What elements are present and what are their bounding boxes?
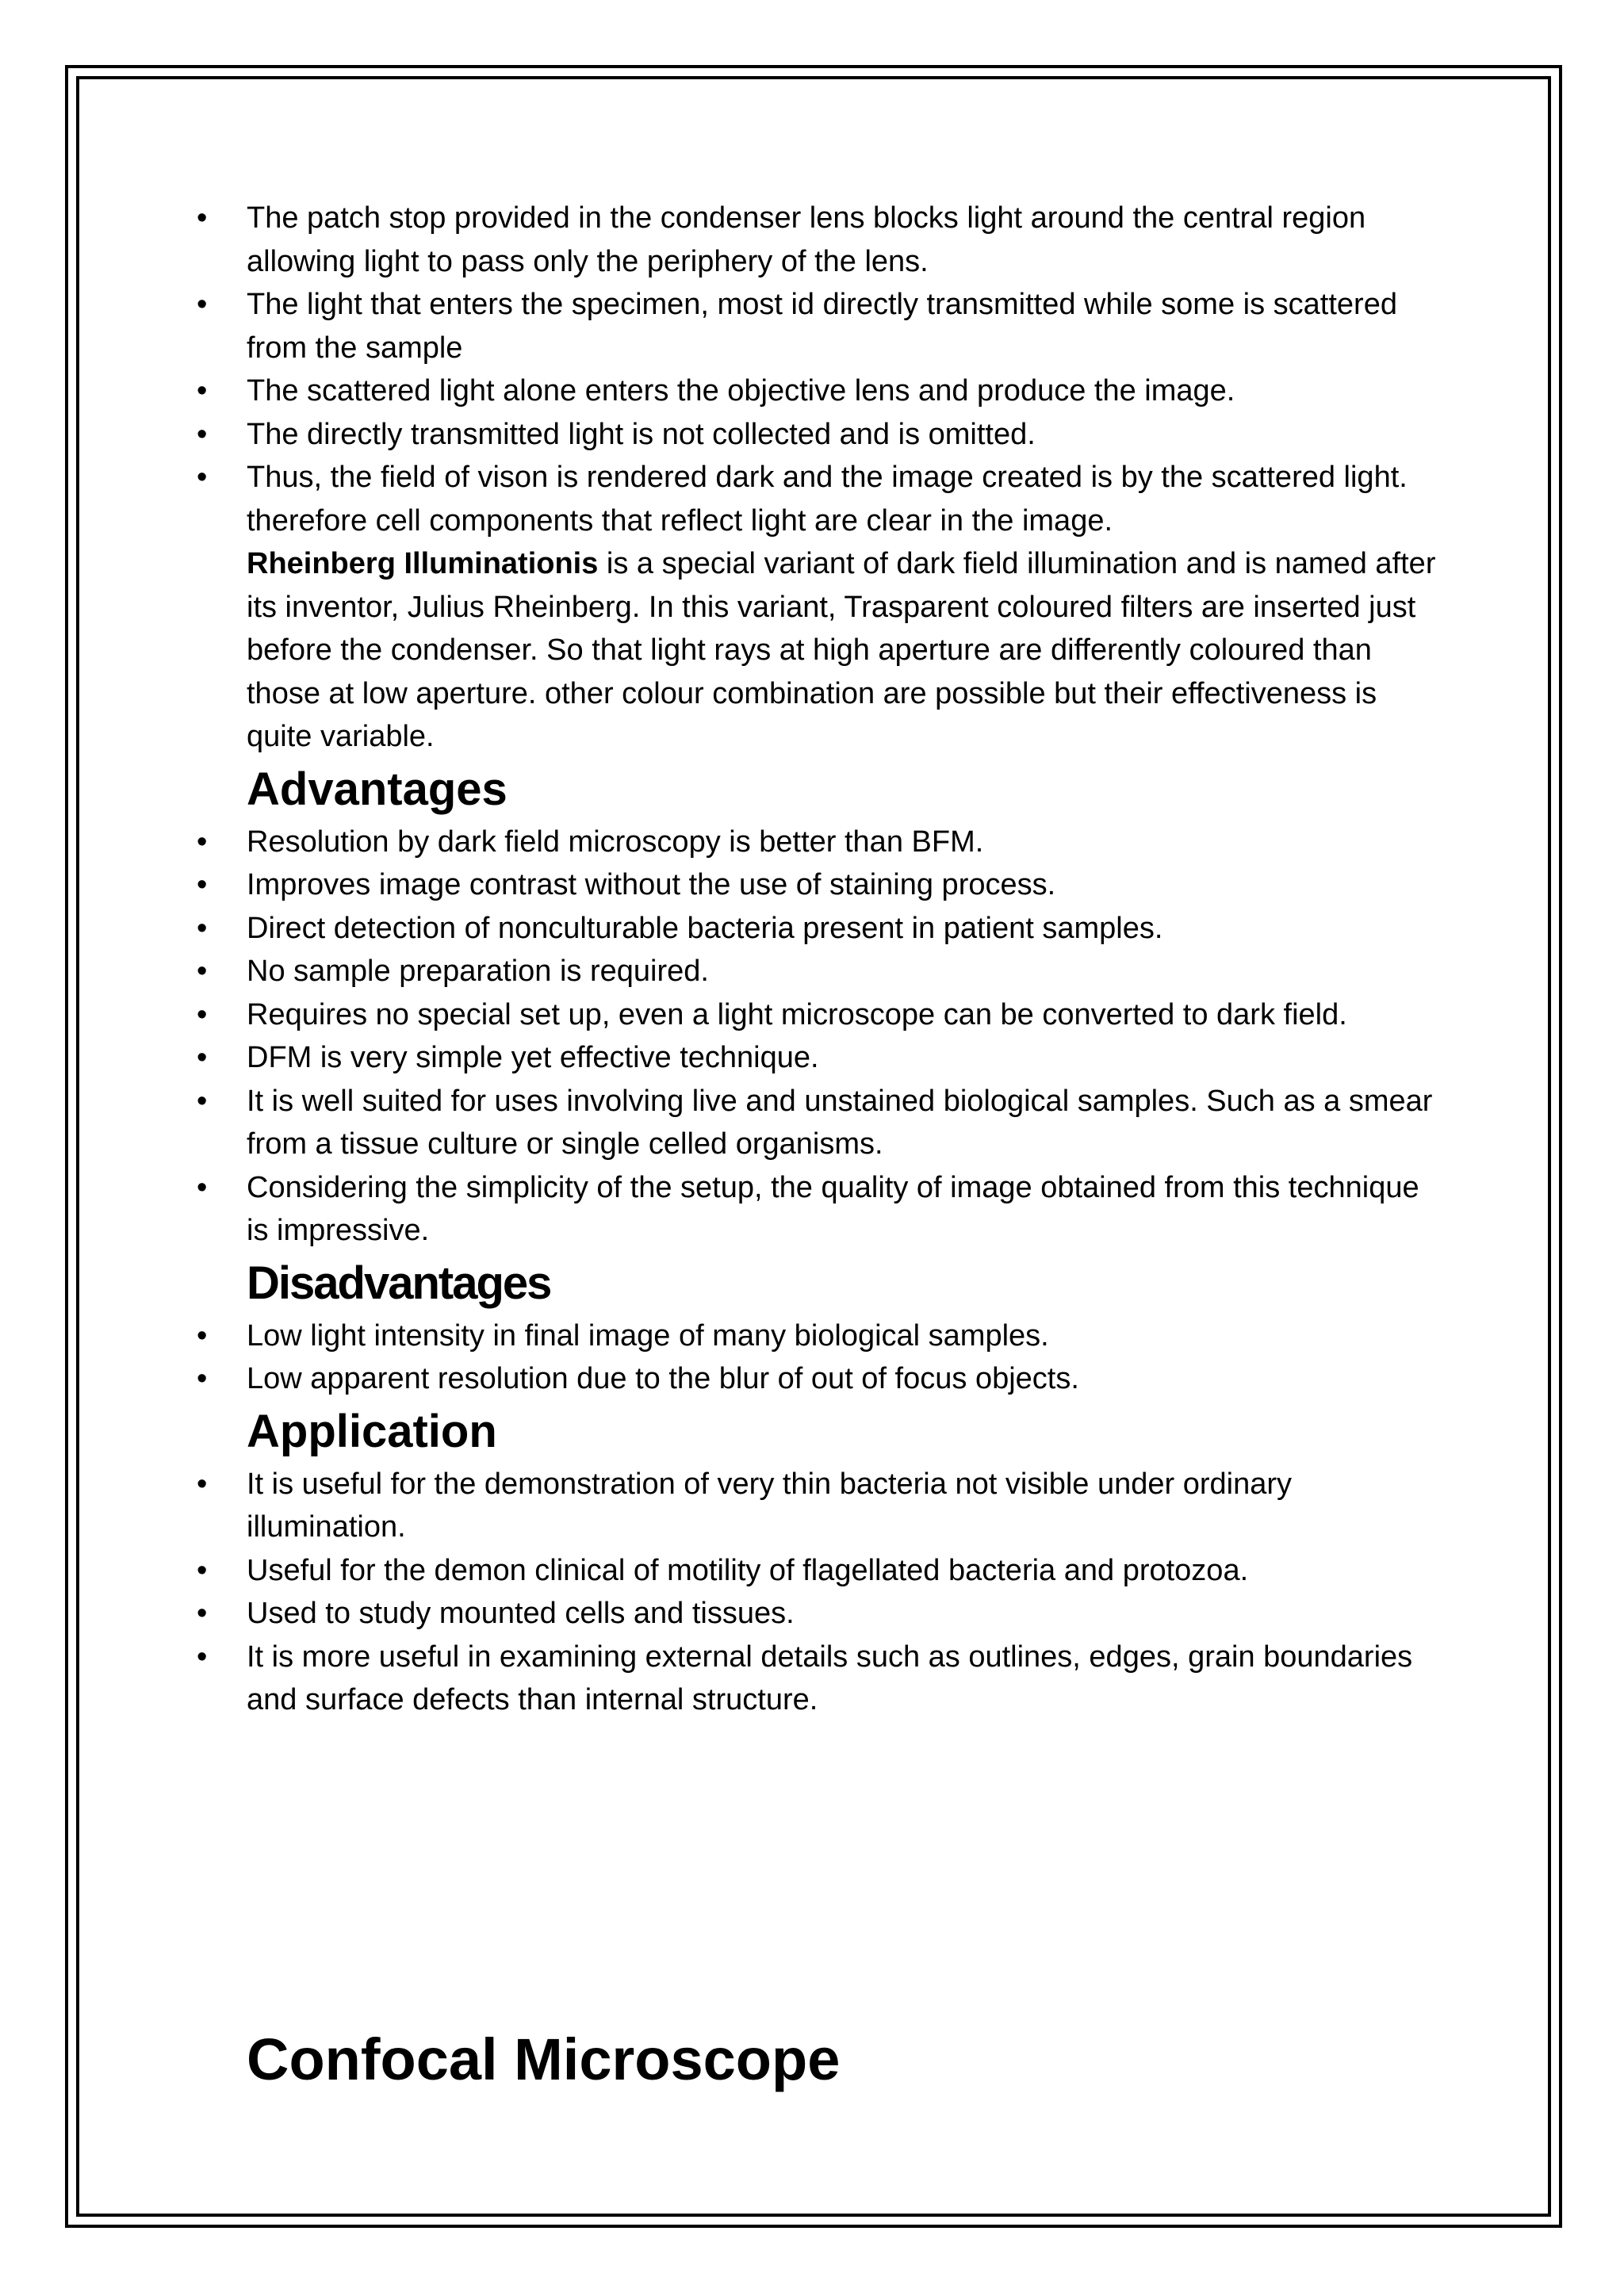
rheinberg-paragraph: [0, 542, 1436, 759]
bullet-icon: •: [197, 461, 208, 494]
list-item: • No sample preparation is required.: [0, 950, 1436, 993]
list-item: • It is more useful in examining external details such as outlines, edges, grain boundaries and surface defects than internal structure.: [0, 1636, 1436, 1722]
bullet-icon: •: [197, 997, 208, 1031]
list-item: • Direct detection of nonculturable bacteria present in patient samples.: [0, 907, 1436, 951]
advantages-list: [0, 821, 1624, 1253]
list-item: • Useful for the demon clinical of motility of flagellated bacteria and protozoa.: [0, 1549, 1436, 1593]
list-item: • Low apparent resolution due to the blur of out of focus objects.: [0, 1357, 1436, 1401]
list-item: • The patch stop provided in the condenser lens blocks light around the central region allowing light to pass only the periphery of the lens.: [0, 197, 1436, 283]
application-heading: Application: [247, 1405, 497, 1457]
rheinberg-term: Rheinberg Illuminationis: [247, 547, 599, 580]
list-item: • Thus, the field of vison is rendered dark and the image created is by the scattered light. therefore cell components that reflect light are clear in the image.: [0, 456, 1436, 542]
bullet-icon: •: [197, 201, 208, 235]
bullet-icon: •: [197, 911, 208, 945]
bullet-icon: •: [197, 1041, 208, 1074]
list-item: • Used to study mounted cells and tissues.: [0, 1592, 1436, 1636]
disadvantages-heading: Disadvantages: [247, 1257, 551, 1309]
bullet-icon: •: [197, 1553, 208, 1587]
list-item: • Requires no special set up, even a light microscope can be converted to dark field.: [0, 993, 1436, 1037]
bullet-icon: •: [197, 1597, 208, 1630]
bullet-icon: •: [197, 1467, 208, 1501]
list-item: • Improves image contrast without the use of staining process.: [0, 863, 1436, 907]
bullet-icon: •: [197, 1084, 208, 1118]
list-item: • Low light intensity in final image of many biological samples.: [0, 1314, 1436, 1358]
document-body: [0, 197, 1624, 1722]
list-item: • The light that enters the specimen, most id directly transmitted while some is scattered from the sample: [0, 283, 1436, 369]
rheinberg-text: is a special variant of dark field illumination and is named after its inventor, Julius Rheinberg. In this variant, Trasparent coloured filters are inserted just before the condenser. So that light rays at high aperture are differently coloured than those at low aperture. other colour combination are possible but their effectiveness is quite variable.: [247, 547, 1436, 753]
list-item: • Considering the simplicity of the setup, the quality of image obtained from this technique is impressive.: [0, 1166, 1436, 1253]
list-item: • Resolution by dark field microscopy is better than BFM.: [0, 821, 1436, 864]
disadvantages-list: [0, 1314, 1624, 1401]
bullet-icon: •: [197, 1170, 208, 1204]
list-item: • It is well suited for uses involving live and unstained biological samples. Such as a smear from a tissue culture or single celled organisms.: [0, 1080, 1436, 1166]
list-item: • The directly transmitted light is not collected and is omitted.: [0, 413, 1436, 457]
bullet-icon: •: [197, 1362, 208, 1395]
bullet-icon: •: [197, 374, 208, 408]
next-section-title: Confocal Microscope: [247, 2026, 841, 2092]
bullet-icon: •: [197, 825, 208, 859]
list-item: • It is useful for the demonstration of very thin bacteria not visible under ordinary illumination.: [0, 1463, 1436, 1549]
bullet-icon: •: [197, 1640, 208, 1674]
bullet-icon: •: [197, 955, 208, 988]
bullet-icon: •: [197, 868, 208, 901]
bullet-icon: •: [197, 288, 208, 321]
intro-bullet-list: [0, 197, 1624, 542]
application-list: [0, 1463, 1624, 1722]
bullet-icon: •: [197, 1318, 208, 1353]
list-item: • The scattered light alone enters the objective lens and produce the image.: [0, 369, 1436, 413]
advantages-heading: Advantages: [247, 763, 508, 815]
list-item: • DFM is very simple yet effective technique.: [0, 1036, 1436, 1080]
bullet-icon: •: [197, 417, 208, 451]
